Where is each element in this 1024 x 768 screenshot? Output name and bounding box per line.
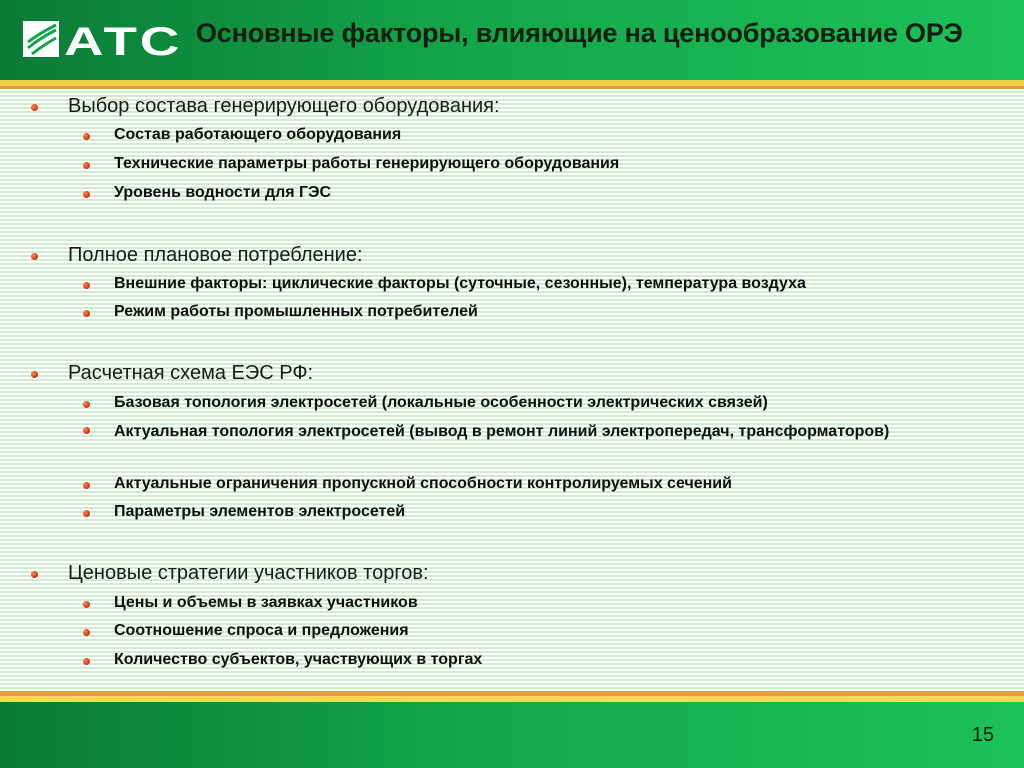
bullet-icon <box>83 133 90 140</box>
bullet-icon <box>83 427 90 434</box>
bullet-icon <box>83 310 90 317</box>
list-item <box>114 126 401 144</box>
section-label: Ценовые стратегии участников торгов: <box>68 562 429 584</box>
bullet-icon <box>83 191 90 198</box>
bullet-icon <box>83 162 90 169</box>
slide-header <box>0 0 1024 80</box>
bullet-icon <box>83 482 90 489</box>
slide-title: Основные факторы, влияющие на ценообразование ОРЭ <box>196 18 963 48</box>
list-item <box>114 275 806 293</box>
list-item-text: Режим работы промышленных потребителей <box>114 303 478 320</box>
bullet-icon <box>83 601 90 608</box>
bullet-icon <box>83 510 90 517</box>
section-label: Расчетная схема ЕЭС РФ: <box>68 362 314 384</box>
bullet-icon <box>31 371 38 378</box>
logo-text: АТС <box>64 20 182 60</box>
slide-content <box>0 89 1024 691</box>
bullet-icon <box>83 401 90 408</box>
list-item <box>114 651 482 669</box>
bullet-icon <box>31 253 38 260</box>
section-label: Полное плановое потребление: <box>68 244 363 266</box>
bullet-icon <box>31 571 38 578</box>
logo-emblem <box>23 21 59 57</box>
list-item <box>114 420 934 444</box>
list-item <box>114 475 732 493</box>
list-item <box>114 303 478 321</box>
bullet-icon <box>31 104 38 111</box>
list-item <box>114 503 405 521</box>
list-item-text: Базовая топология электросетей (локальные особенности электрических связей) <box>114 394 768 411</box>
section-item <box>68 244 363 267</box>
bullet-icon <box>83 282 90 289</box>
bullet-icon <box>83 629 90 636</box>
list-item-text: Актуальные ограничения пропускной способности контролируемых сечений <box>114 475 732 492</box>
slide-footer <box>0 702 1024 768</box>
list-item <box>114 184 331 202</box>
list-item <box>114 622 409 640</box>
bullet-icon <box>83 658 90 665</box>
list-item-text: Состав работающего оборудования <box>114 126 402 143</box>
section-label: Выбор состава генерирующего оборудования: <box>68 95 500 117</box>
list-item-text: Цены и объемы в заявках участников <box>114 594 418 611</box>
list-item-text: Количество субъектов, участвующих в торгах <box>114 651 483 668</box>
list-item <box>114 155 619 173</box>
section-item <box>68 95 500 118</box>
list-item-text: Соотношение спроса и предложения <box>114 622 409 639</box>
page-number: 15 <box>971 724 994 746</box>
list-item-text: Внешние факторы: циклические факторы (суточные, сезонные), температура воздуха <box>114 275 806 292</box>
list-item-text: Уровень водности для ГЭС <box>114 184 332 201</box>
list-item-text: Параметры элементов электросетей <box>114 503 406 520</box>
section-item <box>68 362 313 385</box>
list-item-text: Актуальная топология электросетей (вывод в ремонт линий электропередач, трансформаторов) <box>114 423 890 440</box>
section-item <box>68 562 429 585</box>
ats-logo <box>22 18 184 60</box>
list-item <box>114 394 768 412</box>
list-item-text: Технические параметры работы генерирующего оборудования <box>114 155 620 172</box>
list-item <box>114 594 418 612</box>
